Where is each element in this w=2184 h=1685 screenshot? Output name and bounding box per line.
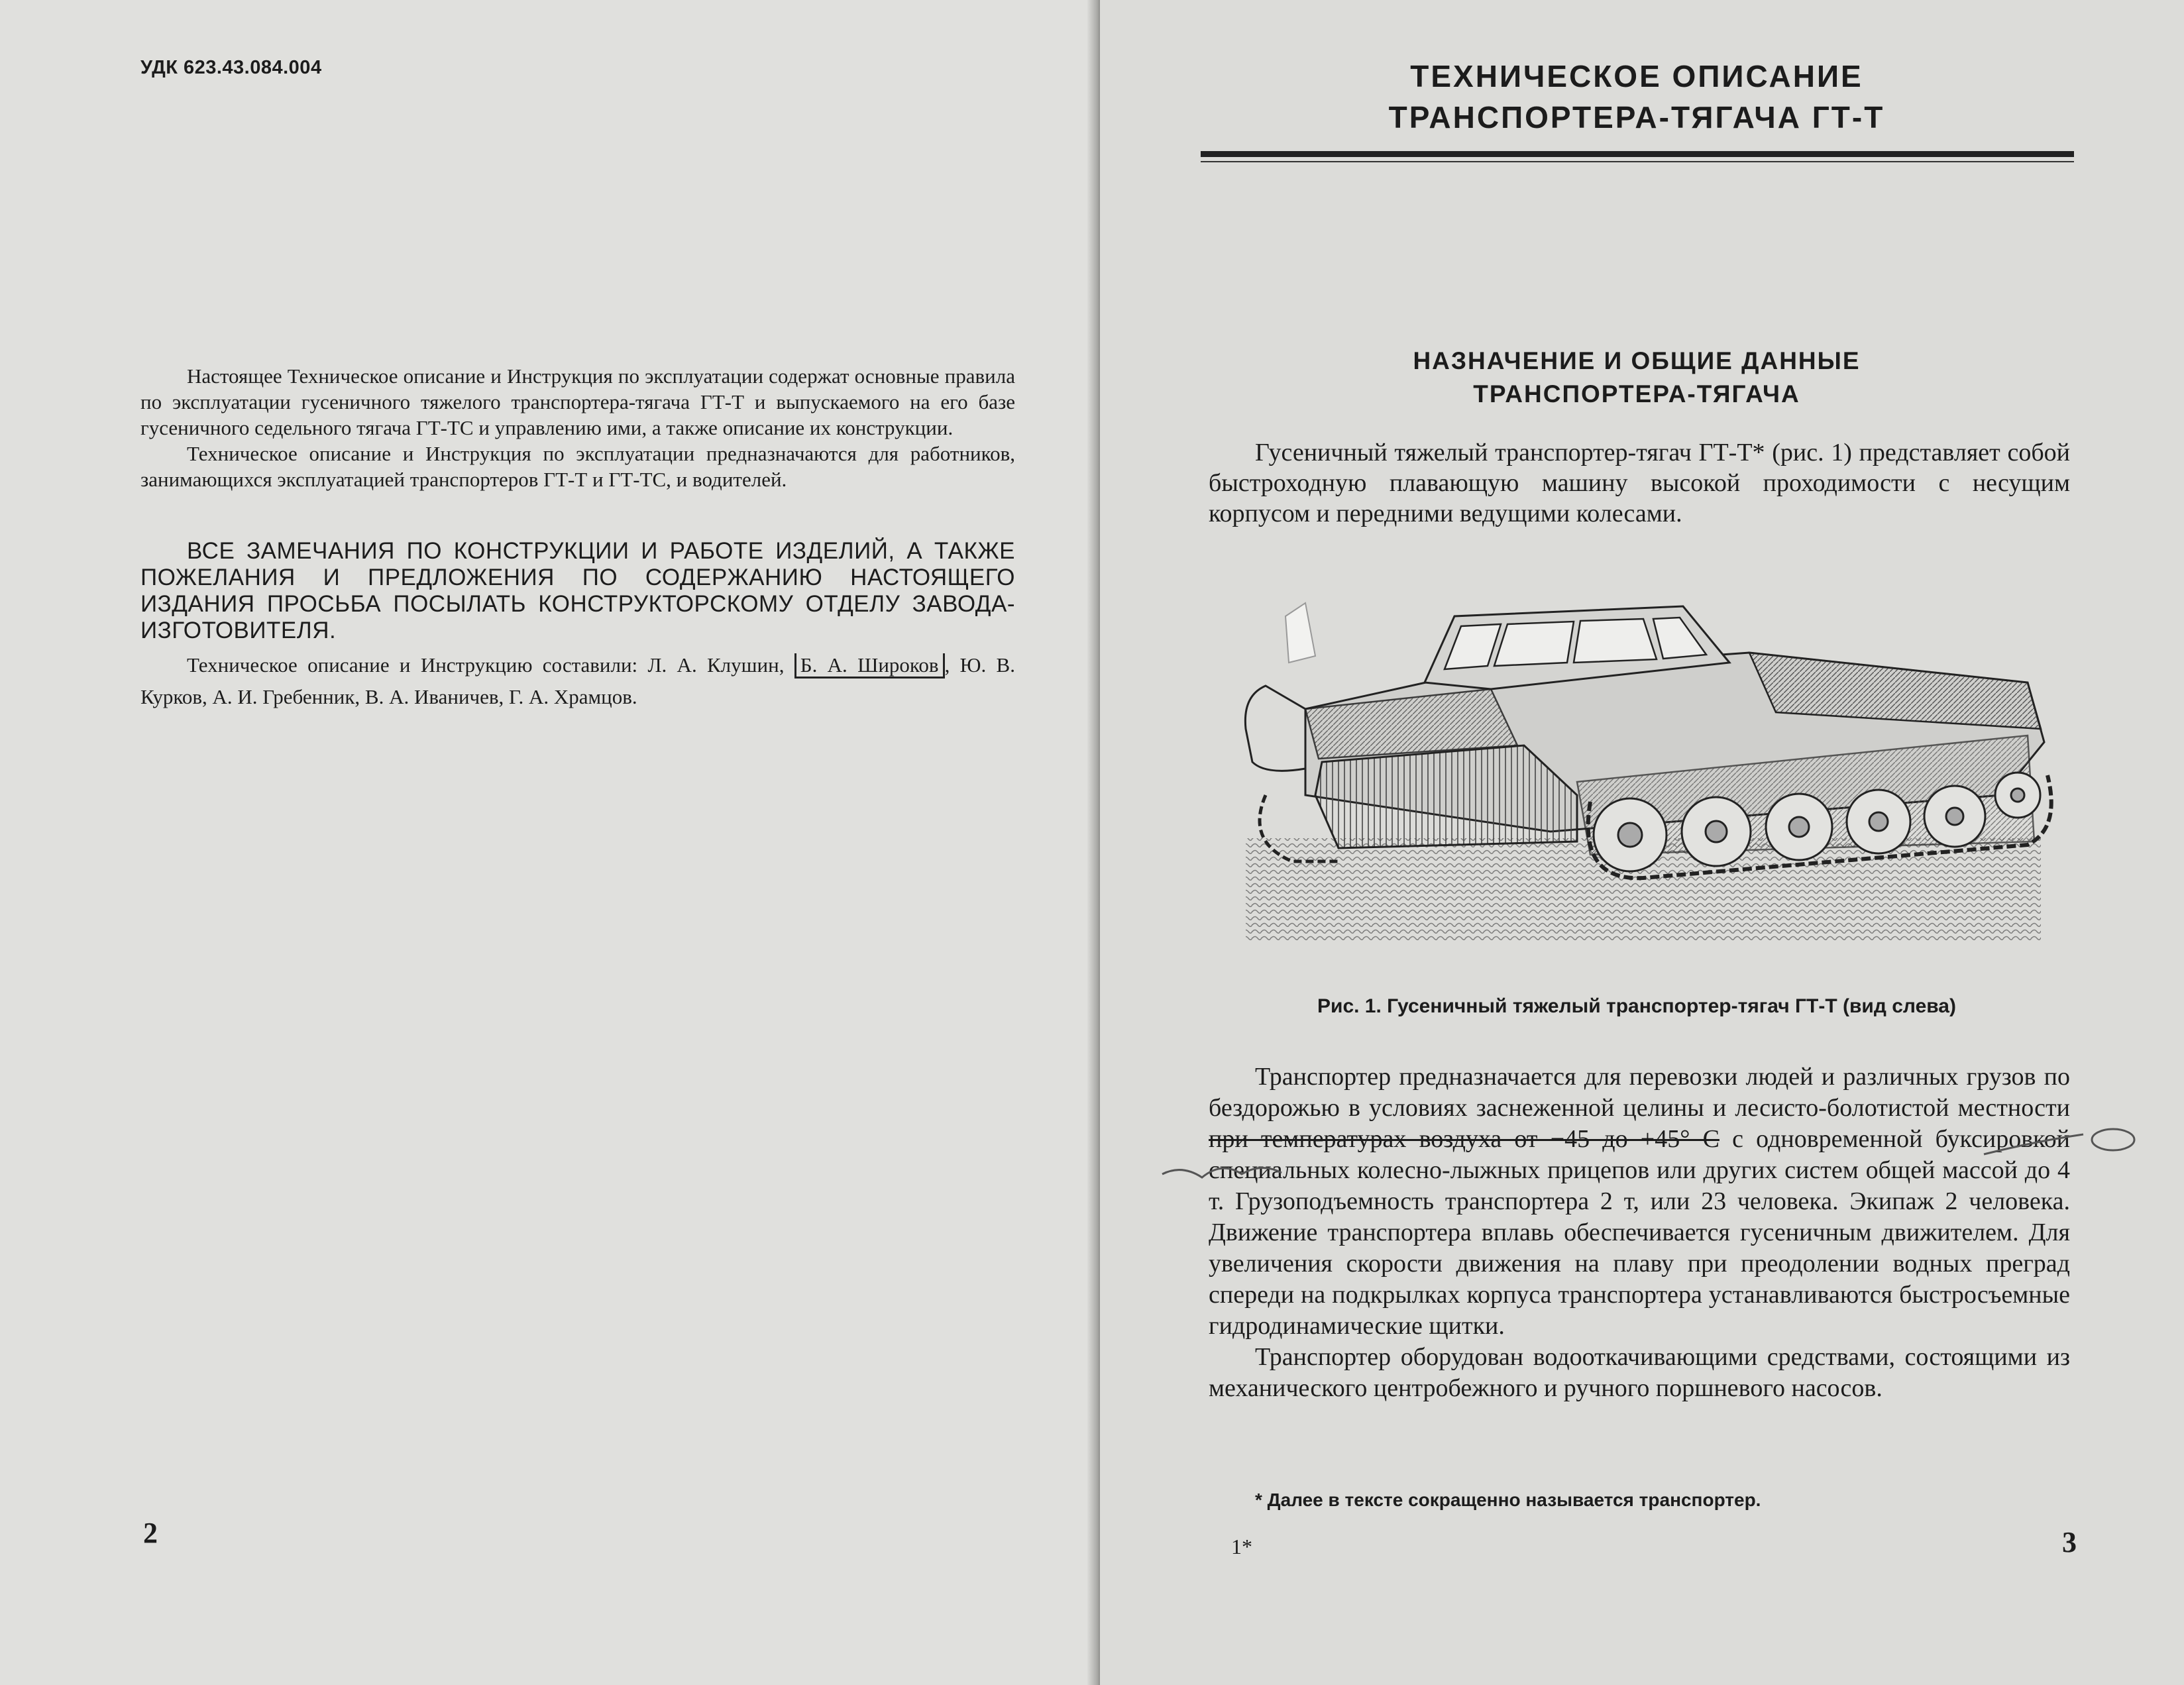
authors-prefix: Техническое описание и Инструкцию составили: Л. А. Клушин, — [187, 653, 794, 677]
intro-paragraph: Гусеничный тяжелый транспортер-тягач ГТ-Т* (рис. 1) представляет собой быстроходную плавающую машину высокой проходимости с несущим корпусом и передними ведущими колесами. — [1209, 439, 2070, 527]
footnote: * Далее в тексте сокращенно называется транспортер. — [1255, 1490, 1761, 1510]
struck-text: при температурах воздуха от −45 до +45° С — [1209, 1125, 1720, 1153]
section-heading-line-1: НАЗНАЧЕНИЕ И ОБЩИЕ ДАННЫЕ — [1413, 347, 1861, 374]
title-line-1: ТЕХНИЧЕСКОЕ ОПИСАНИЕ — [1410, 59, 1863, 93]
vehicle-illustration — [1206, 576, 2067, 948]
document-title — [1206, 56, 2067, 138]
abstract-paragraph: Техническое описание и Инструкция по эксплуатации предназначаются для работников, занимающихся эксплуатацией транспортеров ГТ-Т и ГТ-ТС, и водителей. — [140, 442, 1015, 491]
title-rule — [1201, 151, 2074, 157]
page-number-left: 2 — [143, 1517, 158, 1549]
abstract — [140, 363, 1015, 492]
title-line-2: ТРАНСПОРТЕРА-ТЯГАЧА ГТ-Т — [1388, 100, 1885, 135]
body-text — [1209, 1061, 2070, 1404]
section-heading — [1206, 345, 2067, 411]
authors-line — [140, 649, 1015, 713]
body-paragraph — [1209, 1061, 2070, 1342]
udk-code: УДК 623.43.084.004 — [140, 57, 322, 78]
signature-mark: 1* — [1231, 1535, 1252, 1558]
page-number-right: 3 — [2062, 1526, 2077, 1558]
body-paragraph: Транспортер оборудован водооткачивающими средствами, состоящими из механического центробежного и ручного поршневого насосов. — [1209, 1343, 2070, 1402]
title-rule-thin — [1201, 161, 2074, 162]
paragraph-text: Транспортер предназначается для перевозки людей и различных грузов по бездорожью в условиях заснеженной целины и лесисто-болотистой местности — [1209, 1063, 2070, 1122]
paragraph-text: с одновременной буксировкой специальных колесно-лыжных прицепов или других систем общей массой до 4 т. Грузоподъемность транспортера 2 т, или 23 человека. Экипаж 2 человека. Движение транспортера вплавь обеспечивается гусеничным движителем. Для увеличения скорости движения на плаву при преодолении водных преград спереди на подкрылках корпуса транспортера устанавливаются быстросъемные гидродинамические щитки. — [1209, 1125, 2071, 1340]
abstract-paragraph: Настоящее Техническое описание и Инструкция по эксплуатации содержат основные правила по эксплуатации гусеничного тяжелого транспортера-тягача ГТ-Т и выпускаемого на его базе гусеничного седельного тягача ГТ-ТС и управлению ими, а также описание их конструкции. — [140, 364, 1015, 439]
figure-caption: Рис. 1. Гусеничный тяжелый транспортер-тягач ГТ-Т (вид слева) — [1317, 995, 1956, 1017]
section-heading-line-2: ТРАНСПОРТЕРА-ТЯГАЧА — [1473, 380, 1800, 408]
authors-suffix: , Ю. В. Курков, А. И. Гребенник, В. А. Иваничев, Г. А. Храмцов. — [140, 653, 1015, 708]
authors-boxed-name: Б. А. Широков — [794, 653, 945, 679]
feedback-notice: ВСЕ ЗАМЕЧАНИЯ ПО КОНСТРУКЦИИ И РАБОТЕ ИЗДЕЛИЙ, А ТАКЖЕ ПОЖЕЛАНИЯ И ПРЕДЛОЖЕНИЯ ПО СОДЕРЖАНИЮ НАСТОЯЩЕГО ИЗДАНИЯ ПРОСЬБА ПОСЫЛАТЬ КОНСТРУКТОРСКОМУ ОТДЕЛУ ЗАВОДА-ИЗГОТОВИТЕЛЯ. — [140, 538, 1015, 643]
